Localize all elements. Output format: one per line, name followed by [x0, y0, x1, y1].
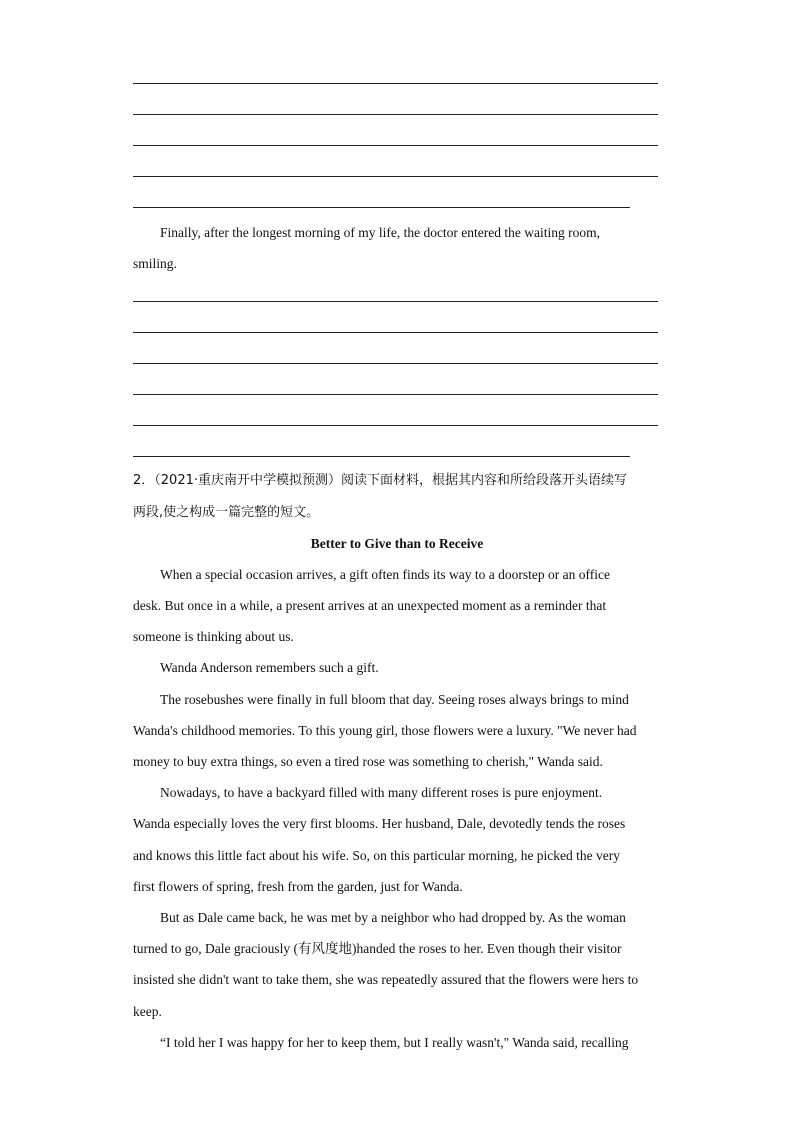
answer-line	[133, 176, 658, 177]
answer-line	[133, 145, 658, 146]
answer-line	[133, 332, 658, 333]
answer-line	[133, 83, 658, 84]
passage-line: first flowers of spring, fresh from the garden, just for Wanda.	[133, 879, 463, 894]
passage-line: But as Dale came back, he was met by a neighbor who had dropped by. As the woman	[160, 910, 626, 925]
answer-line	[133, 363, 658, 364]
passage-line: “I told her I was happy for her to keep them, but I really wasn't," Wanda said, recalling	[160, 1035, 629, 1050]
passage-line: When a special occasion arrives, a gift often finds its way to a doorstep or an office	[160, 567, 610, 582]
continuation-prompt: Finally, after the longest morning of my life, the doctor entered the waiting room,	[160, 225, 601, 240]
passage-line: Wanda especially loves the very first blooms. Her husband, Dale, devotedly tends the roses	[133, 816, 626, 831]
passage-line: desk. But once in a while, a present arrives at an unexpected moment as a reminder that	[133, 598, 607, 613]
passage-title: Better to Give than to Receive	[310, 536, 484, 551]
answer-line	[133, 301, 658, 302]
question-instruction-cont: 两段,使之构成一篇完整的短文。	[133, 505, 320, 520]
answer-line	[133, 394, 658, 395]
passage-line: Wanda Anderson remembers such a gift.	[160, 660, 379, 675]
passage-line: someone is thinking about us.	[133, 629, 294, 644]
continuation-prompt-end: smiling.	[133, 256, 177, 271]
passage-line: turned to go, Dale graciously (有风度地)handed the roses to her. Even though their visitor	[133, 941, 622, 956]
answer-line	[133, 456, 630, 457]
passage-line: insisted she didn't want to take them, she was repeatedly assured that the flowers were hers to	[133, 972, 639, 987]
answer-line	[133, 425, 658, 426]
question-instruction: 2．（2021·重庆南开中学模拟预测）阅读下面材料，根据其内容和所给段落开头语续写	[133, 473, 627, 488]
passage-line: Wanda's childhood memories. To this young girl, those flowers were a luxury. "We never had	[133, 723, 637, 738]
passage-line: The rosebushes were finally in full bloom that day. Seeing roses always brings to mind	[160, 692, 629, 707]
passage-line: money to buy extra things, so even a tired rose was something to cherish," Wanda said.	[133, 754, 603, 769]
answer-line	[133, 114, 658, 115]
passage-line: and knows this little fact about his wife. So, on this particular morning, he picked the very	[133, 848, 621, 863]
answer-line	[133, 207, 630, 208]
passage-line: Nowadays, to have a backyard filled with many different roses is pure enjoyment.	[160, 785, 603, 800]
passage-line: keep.	[133, 1004, 162, 1019]
